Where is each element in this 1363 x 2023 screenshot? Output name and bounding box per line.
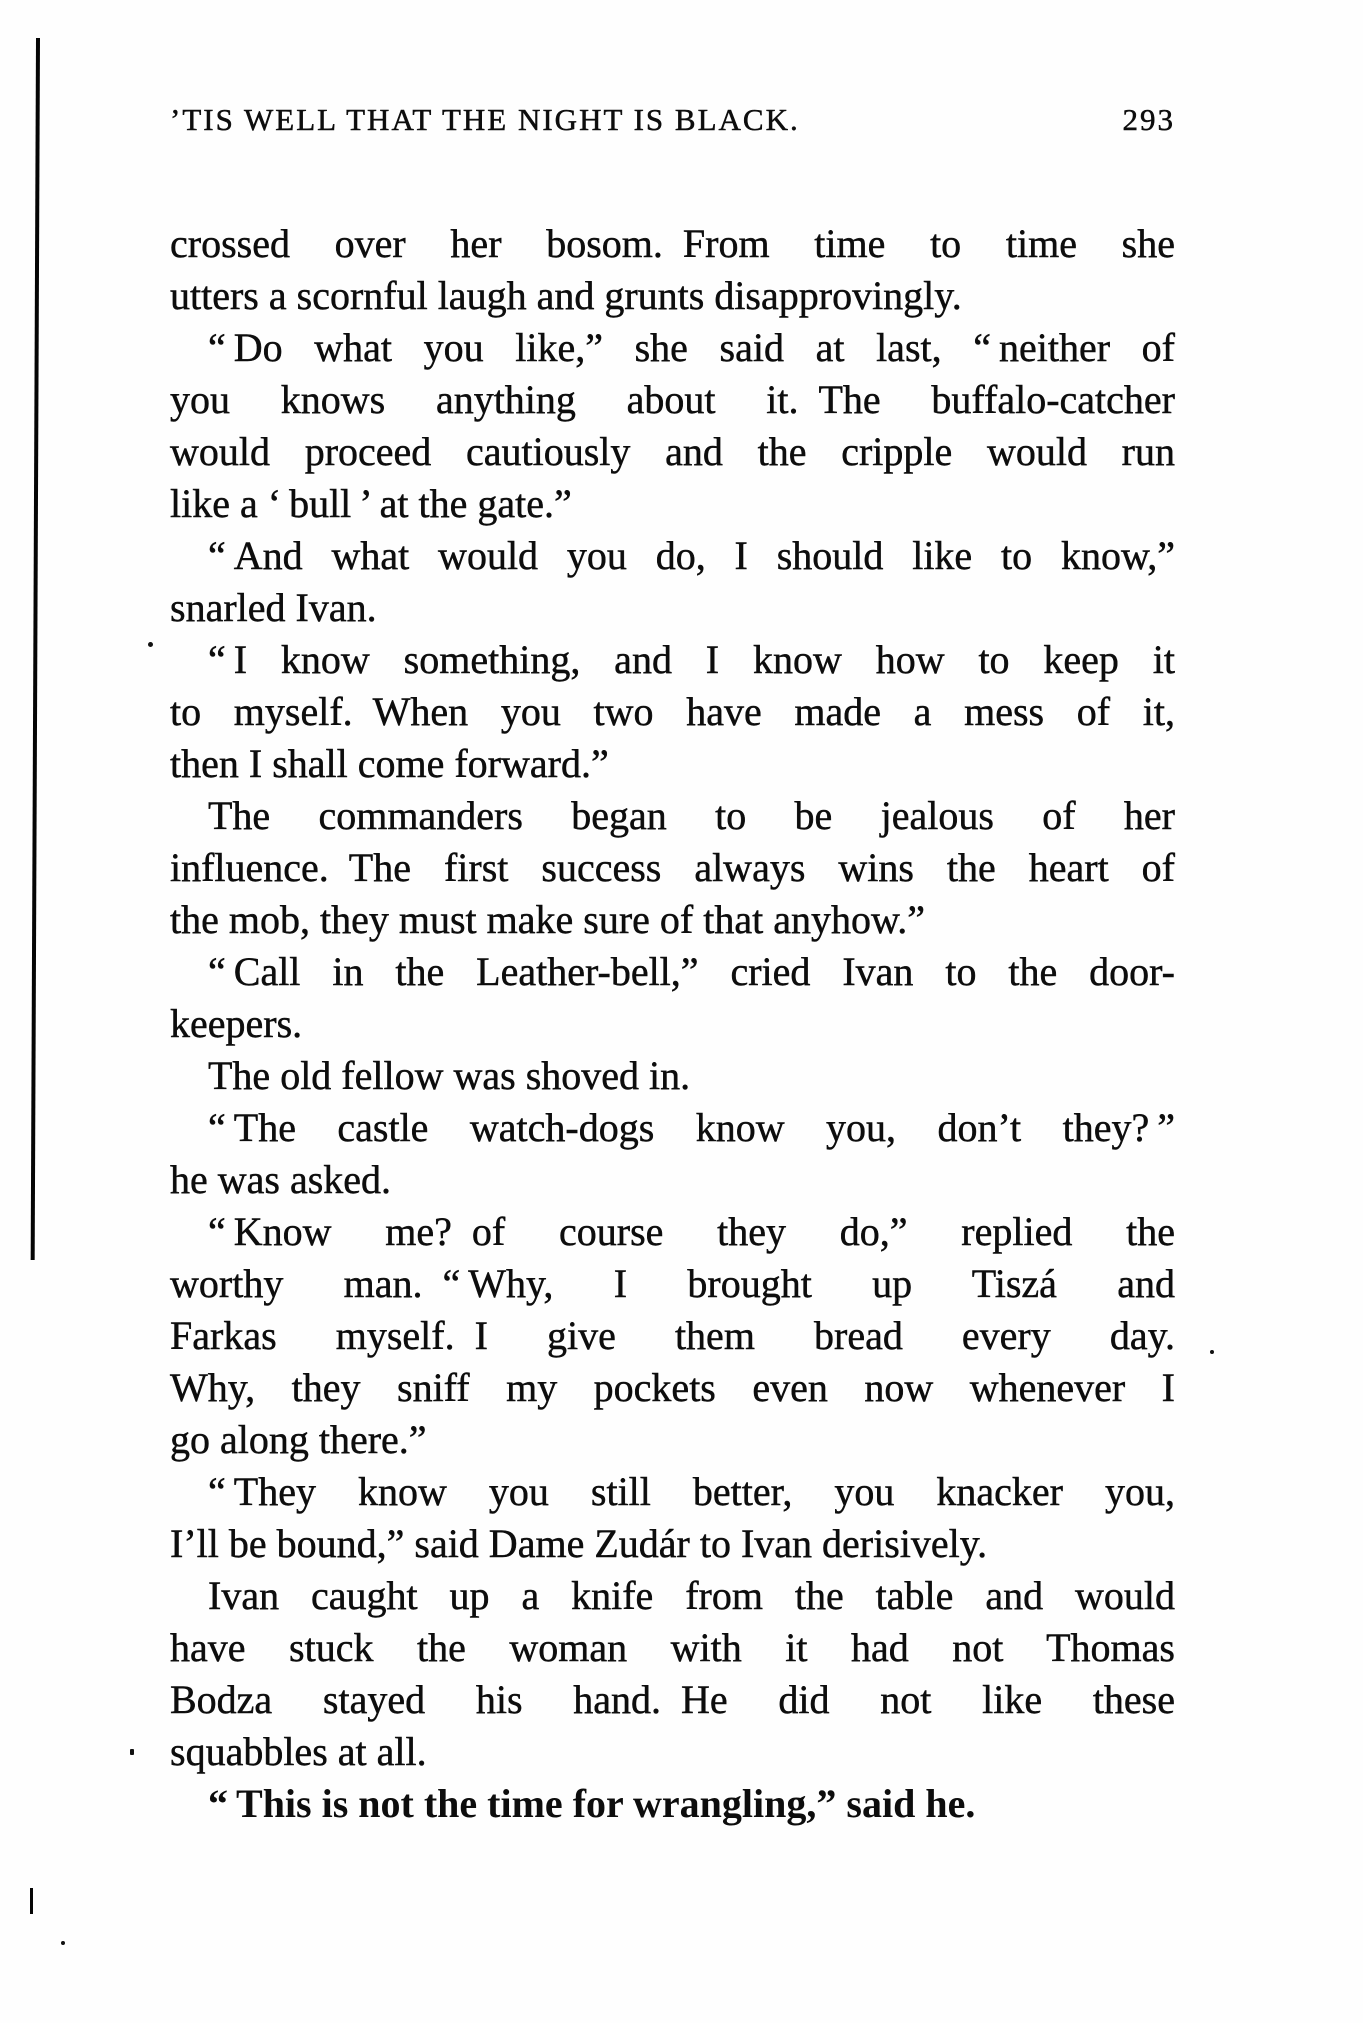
text-line: “ I know something, and I know how to keep it (208, 637, 1175, 682)
text-line: Why, they sniff my pockets even now whenever I (170, 1365, 1175, 1410)
text-line: the mob, they must make sure of that anyhow.” (170, 897, 925, 942)
text-line: go along there.” (170, 1417, 427, 1462)
text-line: The commanders began to be jealous of her (208, 793, 1175, 838)
page-body (170, 218, 1175, 1830)
text-line: keepers. (170, 1001, 303, 1046)
text-line: worthy man. “ Why, I brought up Tiszá and (170, 1261, 1175, 1306)
ink-speck (1210, 1350, 1214, 1354)
text-line: Farkas myself. I give them bread every day. (170, 1313, 1175, 1358)
text-line: “ Know me? of course they do,” replied the (208, 1209, 1175, 1254)
scan-gutter-line (31, 38, 40, 1260)
text-line: would proceed cautiously and the cripple would run (170, 429, 1175, 474)
text-line: snarled Ivan. (170, 585, 377, 630)
scan-gutter-line-fragment (30, 1888, 33, 1914)
text-line: I’ll be bound,” said Dame Zudár to Ivan derisively. (170, 1521, 988, 1566)
text-line: Ivan caught up a knife from the table and would (208, 1573, 1175, 1618)
text-line: crossed over her bosom. From time to time she (170, 221, 1175, 266)
text-line: The old fellow was shoved in. (208, 1053, 691, 1098)
text-line: “ Call in the Leather-bell,” cried Ivan to the door- (208, 949, 1175, 994)
ink-speck (130, 1749, 134, 1755)
text-line: “ This is not the time for wrangling,” said he. (208, 1781, 976, 1826)
text-line: to myself. When you two have made a mess of it, (170, 689, 1175, 734)
text-line: have stuck the woman with it had not Thomas (170, 1625, 1175, 1670)
text-line: utters a scornful laugh and grunts disapprovingly. (170, 273, 962, 318)
text-line: squabbles at all. (170, 1729, 427, 1774)
header-title: ’TIS WELL THAT THE NIGHT IS BLACK. (170, 102, 800, 137)
text-line: “ The castle watch-dogs know you, don’t they? ” (208, 1105, 1175, 1150)
text-line: influence. The first success always wins the heart of (170, 845, 1175, 890)
text-line: he was asked. (170, 1157, 392, 1202)
text-line: then I shall come forward.” (170, 741, 609, 786)
text-line: “ Do what you like,” she said at last, “ neither of (208, 325, 1175, 370)
ink-speck (148, 642, 153, 647)
text-line: you knows anything about it. The buffalo-catcher (170, 377, 1175, 422)
text-line: Bodza stayed his hand. He did not like these (170, 1677, 1175, 1722)
running-header (170, 102, 1175, 138)
ink-speck (61, 1941, 65, 1945)
text-line: “ And what would you do, I should like to know,” (208, 533, 1175, 578)
page-number: 293 (1122, 102, 1175, 137)
text-line: like a ‘ bull ’ at the gate.” (170, 481, 572, 526)
text-line: “ They know you still better, you knacker you, (208, 1469, 1175, 1514)
